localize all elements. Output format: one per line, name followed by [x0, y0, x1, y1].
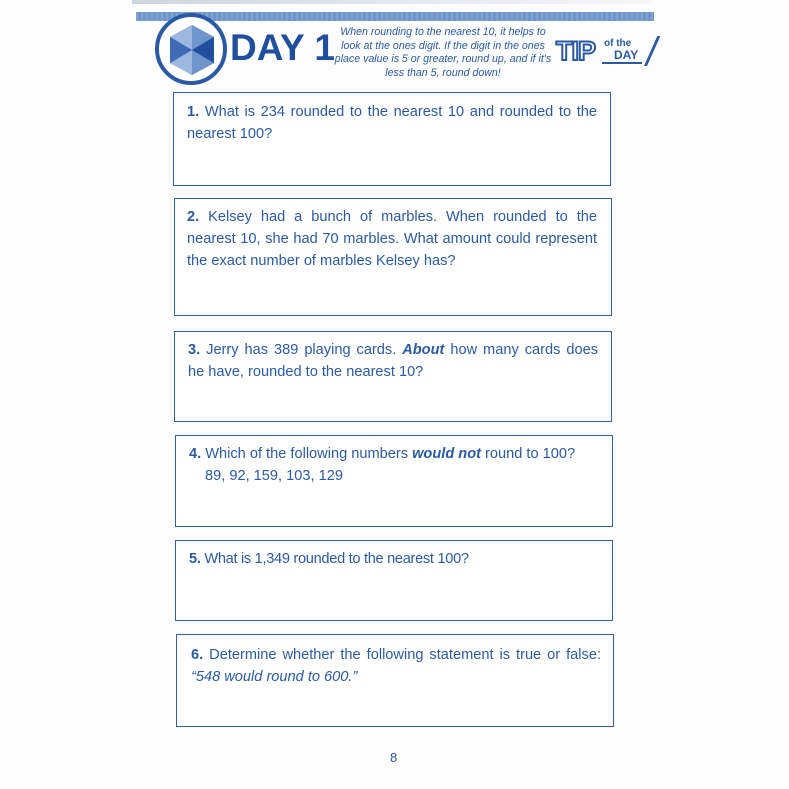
question-5-number: 5. — [189, 551, 201, 567]
question-5-text — [189, 548, 599, 570]
tip-of-the-day-text: When rounding to the nearest 10, it helps to look at the ones digit. If the digit in the ones place value is 5 or greater, round up, and if it's less than 5, round down! — [334, 26, 552, 79]
question-4-emphasis: would not — [412, 446, 481, 462]
question-2-text — [187, 206, 597, 272]
question-4-body-before: Which of the following numbers — [205, 446, 413, 462]
question-3-text — [188, 339, 598, 383]
tip-logo-bottom-text: DAY — [614, 48, 639, 62]
question-6-text — [191, 644, 601, 688]
question-5-body: What is 1,349 rounded to the nearest 100? — [204, 551, 469, 567]
question-4-text — [189, 443, 599, 487]
question-6-number: 6. — [191, 647, 204, 663]
question-3-body-after: how many cards does he have, rounded to the nearest 10? — [188, 342, 598, 380]
question-3-emphasis: About — [402, 342, 445, 358]
question-4-body-after: round to 100? — [480, 446, 576, 462]
tip-of-the-day-logo — [556, 36, 656, 72]
pencil-slash-icon — [644, 36, 660, 66]
day-title: DAY 1 — [230, 27, 335, 68]
question-3-number: 3. — [188, 342, 201, 358]
question-2-number: 2. — [187, 209, 200, 225]
page-top-edge — [132, 0, 652, 4]
question-1-text — [187, 101, 597, 145]
question-4-number-list: 89, 92, 159, 103, 129 — [205, 468, 343, 484]
question-1-number: 1. — [187, 104, 200, 120]
question-2-body: Kelsey had a bunch of marbles. When rounded to the nearest 10, she had 70 marbles. What amount could represent the exact number of marbles Kelsey has? — [187, 209, 597, 269]
page-number: 8 — [390, 750, 398, 765]
hexagon-logo-icon — [155, 13, 227, 85]
tip-logo-underline — [602, 62, 642, 64]
question-6-body: Determine whether the following statement is true or false: — [209, 647, 602, 663]
header-bar — [136, 12, 654, 21]
question-4-number: 4. — [189, 446, 202, 462]
question-1-body: What is 234 rounded to the nearest 10 and rounded to the nearest 100? — [187, 104, 597, 142]
tip-logo-top-text: of the — [604, 38, 632, 49]
question-6-quote: “548 would round to 600.” — [191, 669, 358, 685]
question-3-body-before: Jerry has 389 playing cards. — [206, 342, 403, 358]
tip-logo-big-text: TIP — [556, 36, 596, 66]
